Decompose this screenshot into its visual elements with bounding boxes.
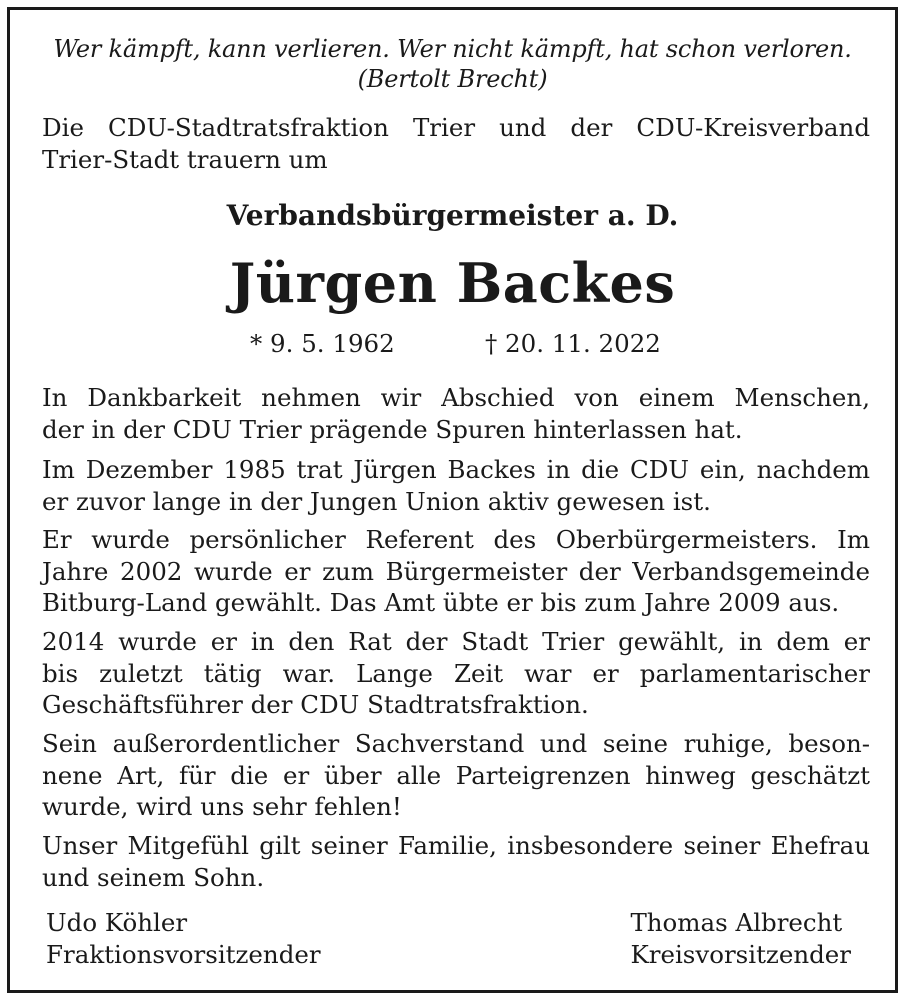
body-line: bis zuletzt tätig war. Lange Zeit war er parlamentarischer	[42, 658, 870, 688]
body-line: Sein außerordentlicher Sachverstand und seine ruhige, beson-	[42, 729, 870, 758]
body-line: Geschäftsführer der CDU Stadtratsfraktion.	[42, 690, 589, 719]
body-line: In Dankbarkeit nehmen wir Abschied von einem Menschen,	[42, 383, 870, 412]
birth-date: * 9. 5. 1962	[250, 329, 395, 358]
body-line: 2014 wurde er in den Rat der Stadt Trier gewählt, in dem er	[42, 627, 870, 656]
deceased-name: Jürgen Backes	[229, 251, 676, 315]
signatory-name: Udo Köhler	[46, 908, 188, 937]
motto-quote: Wer kämpft, kann verlieren. Wer nicht kämpft, hat schon verloren.	[53, 35, 852, 63]
body-line: Bitburg-Land gewählt. Das Amt übte er bis zum Jahre 2009 aus.	[42, 588, 840, 617]
body-line: Er wurde persönlicher Referent des Oberbürgermeisters. Im	[42, 525, 870, 554]
body-line: und seinem Sohn.	[42, 862, 265, 892]
body-paragraph	[42, 830, 870, 893]
signatory-role: Fraktionsvorsitzender	[46, 940, 321, 969]
intro-line: Die CDU-Stadtratsfraktion Trier und der CDU-Kreisverband	[42, 113, 870, 142]
body-line: wurde, wird uns sehr fehlen!	[42, 792, 402, 821]
body-line: Jahre 2002 wurde er zum Bürgermeister der Verbandsgemeinde	[42, 556, 870, 586]
body-line: Unser Mitgefühl gilt seiner Familie, insbesondere seiner Ehefrau	[42, 831, 870, 860]
signatory-right	[630, 907, 851, 971]
body-paragraph	[42, 454, 870, 517]
intro-paragraph	[42, 112, 870, 175]
signatory-left	[46, 907, 321, 971]
body-line: nene Art, für die er über alle Parteigrenzen hinweg geschätzt	[42, 760, 870, 790]
motto-author: (Bertolt Brecht)	[357, 65, 548, 93]
deceased-title: Verbandsbürgermeister a. D.	[226, 199, 679, 232]
signatory-name: Thomas Albrecht	[630, 908, 843, 937]
body-line: Im Dezember 1985 trat Jürgen Backes in die CDU ein, nachdem	[42, 455, 870, 484]
intro-line: Trier-Stadt trauern um	[42, 144, 328, 174]
body-paragraph	[42, 728, 870, 823]
body-paragraph	[42, 382, 870, 445]
signatory-role: Kreisvorsitzender	[630, 940, 851, 969]
body-paragraph	[42, 626, 870, 721]
body-line: er zuvor lange in der Jungen Union aktiv gewesen ist.	[42, 486, 711, 516]
death-date: † 20. 11. 2022	[485, 329, 661, 358]
obituary-notice	[7, 7, 898, 993]
body-paragraph	[42, 524, 870, 619]
body-line: der in der CDU Trier prägende Spuren hinterlassen hat.	[42, 414, 743, 444]
